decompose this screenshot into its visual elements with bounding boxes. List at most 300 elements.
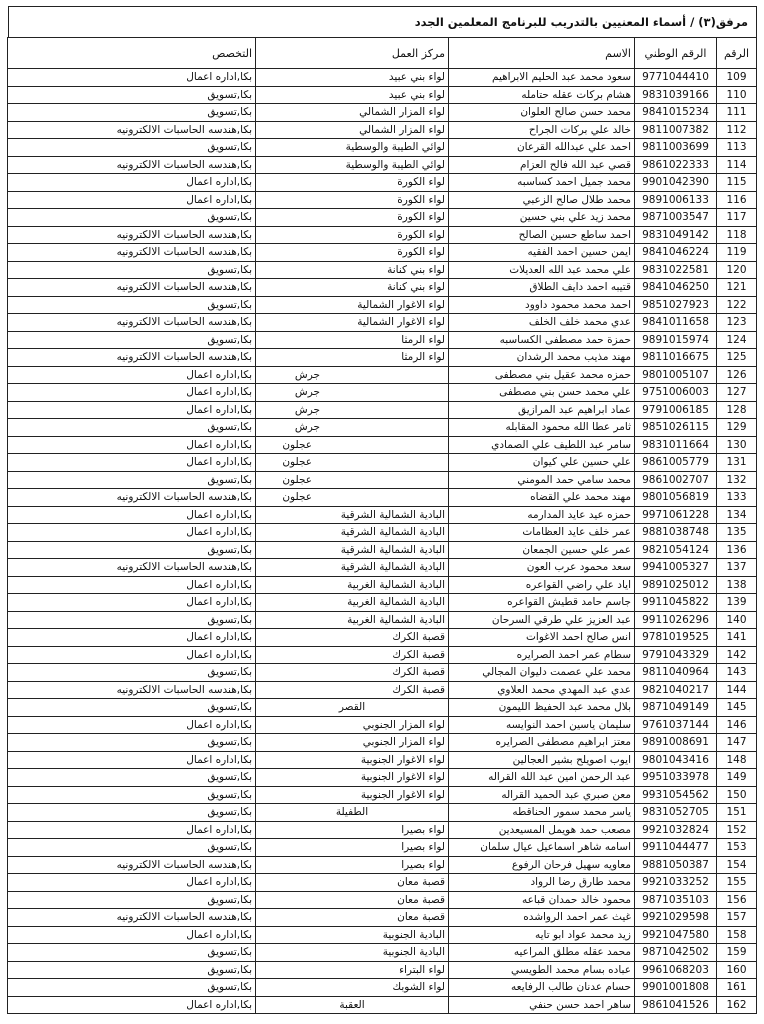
row-number: 138	[717, 576, 757, 594]
specialization: بكا,اداره اعمال	[8, 874, 256, 892]
table-row	[8, 716, 757, 734]
row-number: 126	[717, 366, 757, 384]
workplace: جرش	[256, 401, 449, 419]
trainee-name: حمزة حمد مصطفى الكساسبه	[449, 331, 635, 349]
row-number: 151	[717, 804, 757, 822]
specialization: بكا,تسويق	[8, 944, 256, 962]
table-row	[8, 191, 757, 209]
national-id: 9811016675	[635, 349, 717, 367]
table-row	[8, 86, 757, 104]
table-row	[8, 209, 757, 227]
specialization: بكا,اداره اعمال	[8, 646, 256, 664]
specialization: بكا,اداره اعمال	[8, 716, 256, 734]
national-id: 9901042390	[635, 174, 717, 192]
row-number: 132	[717, 471, 757, 489]
national-id: 9841046224	[635, 244, 717, 262]
national-id: 9831022581	[635, 261, 717, 279]
specialization: بكا,تسويق	[8, 961, 256, 979]
workplace: لواء الاغوار الشمالية	[256, 296, 449, 314]
workplace: لوائي الطيبة والوسطية	[256, 156, 449, 174]
workplace: لواء بني عبيد	[256, 69, 449, 87]
national-id: 9781019525	[635, 629, 717, 647]
specialization: بكا,تسويق	[8, 261, 256, 279]
table-row	[8, 541, 757, 559]
national-id: 9821040217	[635, 681, 717, 699]
table-row	[8, 121, 757, 139]
specialization: بكا,تسويق	[8, 611, 256, 629]
table-row	[8, 769, 757, 787]
table-row	[8, 174, 757, 192]
specialization: بكا,تسويق	[8, 139, 256, 157]
table-row	[8, 244, 757, 262]
trainees-table	[7, 37, 757, 1014]
workplace: لواء الاغوار الجنوبية	[256, 751, 449, 769]
specialization: بكا,اداره اعمال	[8, 191, 256, 209]
table-row	[8, 874, 757, 892]
specialization: بكا,تسويق	[8, 296, 256, 314]
table-row	[8, 139, 757, 157]
national-id: 9831011664	[635, 436, 717, 454]
table-row	[8, 454, 757, 472]
workplace: لواء الكورة	[256, 226, 449, 244]
national-id: 9831049142	[635, 226, 717, 244]
specialization: بكا,تسويق	[8, 471, 256, 489]
row-number: 150	[717, 786, 757, 804]
trainee-name: ساهر احمد حسن حنفي	[449, 996, 635, 1014]
workplace: البادية الجنوبية	[256, 926, 449, 944]
row-number: 109	[717, 69, 757, 87]
row-number: 152	[717, 821, 757, 839]
table-row	[8, 944, 757, 962]
row-number: 127	[717, 384, 757, 402]
column-header-national-id: الرقم الوطني	[635, 38, 717, 69]
row-number: 154	[717, 856, 757, 874]
national-id: 9961068203	[635, 961, 717, 979]
workplace: لواء بني كنانة	[256, 279, 449, 297]
trainee-name: سعود محمد عبد الحليم الابراهيم	[449, 69, 635, 87]
row-number: 119	[717, 244, 757, 262]
national-id: 9911044477	[635, 839, 717, 857]
national-id: 9861022333	[635, 156, 717, 174]
table-row	[8, 856, 757, 874]
trainee-name: سامر عبد اللطيف علي الصمادي	[449, 436, 635, 454]
workplace: لواء المزار الجنوبي	[256, 716, 449, 734]
table-row	[8, 646, 757, 664]
trainee-name: سطام عمر احمد الصرايره	[449, 646, 635, 664]
row-number: 158	[717, 926, 757, 944]
table-row	[8, 471, 757, 489]
specialization: بكا,هندسه الحاسبات الالكترونيه	[8, 244, 256, 262]
trainee-name: محمد زيد علي بني حسين	[449, 209, 635, 227]
table-row	[8, 664, 757, 682]
specialization: بكا,تسويق	[8, 839, 256, 857]
table-row	[8, 279, 757, 297]
specialization: بكا,هندسه الحاسبات الالكترونيه	[8, 489, 256, 507]
trainee-name: محمد سامي حمد المومني	[449, 471, 635, 489]
workplace: جرش	[256, 384, 449, 402]
trainee-name: قتيبه احمد دايف الطلاق	[449, 279, 635, 297]
table-row	[8, 979, 757, 997]
trainee-name: عدي عبد المهدي محمد العلاوي	[449, 681, 635, 699]
national-id: 9801005107	[635, 366, 717, 384]
national-id: 9881050387	[635, 856, 717, 874]
trainee-name: عمر علي حسين الجمعان	[449, 541, 635, 559]
specialization: بكا,اداره اعمال	[8, 174, 256, 192]
trainee-name: اياد علي راضي القواعره	[449, 576, 635, 594]
trainee-name: جاسم حامد قطيش القواعره	[449, 594, 635, 612]
column-header-number: الرقم	[717, 38, 757, 69]
workplace: لواء الرمثا	[256, 331, 449, 349]
specialization: بكا,اداره اعمال	[8, 454, 256, 472]
trainee-name: ياسر محمد سمور الحناقطه	[449, 804, 635, 822]
trainee-name: ايوب اصويلح بشير العجالين	[449, 751, 635, 769]
specialization: بكا,تسويق	[8, 419, 256, 437]
row-number: 124	[717, 331, 757, 349]
specialization: بكا,هندسه الحاسبات الالكترونيه	[8, 314, 256, 332]
trainee-name: عبد العزيز علي طرقي السرحان	[449, 611, 635, 629]
row-number: 162	[717, 996, 757, 1014]
row-number: 131	[717, 454, 757, 472]
table-row	[8, 226, 757, 244]
column-header-specialization: التخصص	[8, 38, 256, 69]
trainee-name: ثامر عطا الله محمود المقابله	[449, 419, 635, 437]
national-id: 9791006185	[635, 401, 717, 419]
table-row	[8, 296, 757, 314]
row-number: 117	[717, 209, 757, 227]
specialization: بكا,اداره اعمال	[8, 366, 256, 384]
trainee-name: انس صالح احمد الاغوات	[449, 629, 635, 647]
table-row	[8, 576, 757, 594]
national-id: 9851027923	[635, 296, 717, 314]
row-number: 118	[717, 226, 757, 244]
trainee-name: علي محمد عبد الله العديلات	[449, 261, 635, 279]
specialization: بكا,تسويق	[8, 209, 256, 227]
workplace: عجلون	[256, 436, 449, 454]
trainee-name: حمزه محمد عقيل بني مصطفى	[449, 366, 635, 384]
trainee-name: محمد طلال صالح الزعبي	[449, 191, 635, 209]
specialization: بكا,تسويق	[8, 699, 256, 717]
workplace: لواء الشوبك	[256, 979, 449, 997]
document-title: مرفق(٣) / أسماء المعنيين بالتدريب للبرنامج المعلمين الجدد	[8, 6, 757, 37]
national-id: 9891006133	[635, 191, 717, 209]
table-header-row	[8, 38, 757, 69]
workplace: قصبة الكرك	[256, 681, 449, 699]
specialization: بكا,اداره اعمال	[8, 69, 256, 87]
workplace: قصبة الكرك	[256, 629, 449, 647]
row-number: 159	[717, 944, 757, 962]
row-number: 157	[717, 909, 757, 927]
workplace: القصر	[256, 699, 449, 717]
specialization: بكا,هندسه الحاسبات الالكترونيه	[8, 559, 256, 577]
trainee-name: عماد ابراهيم عبد المرازيق	[449, 401, 635, 419]
specialization: بكا,تسويق	[8, 664, 256, 682]
column-header-name: الاسم	[449, 38, 635, 69]
national-id: 9791043329	[635, 646, 717, 664]
row-number: 140	[717, 611, 757, 629]
national-id: 9811040964	[635, 664, 717, 682]
national-id: 9921032824	[635, 821, 717, 839]
workplace: لواء بصيرا	[256, 839, 449, 857]
table-row	[8, 839, 757, 857]
national-id: 9901001808	[635, 979, 717, 997]
national-id: 9861041526	[635, 996, 717, 1014]
national-id: 9971061228	[635, 506, 717, 524]
table-row	[8, 926, 757, 944]
national-id: 9921029598	[635, 909, 717, 927]
specialization: بكا,اداره اعمال	[8, 401, 256, 419]
row-number: 142	[717, 646, 757, 664]
specialization: بكا,اداره اعمال	[8, 821, 256, 839]
table-row	[8, 419, 757, 437]
row-number: 146	[717, 716, 757, 734]
row-number: 123	[717, 314, 757, 332]
specialization: بكا,اداره اعمال	[8, 926, 256, 944]
trainee-name: قصي عبد الله فالح العزام	[449, 156, 635, 174]
national-id: 9841046250	[635, 279, 717, 297]
row-number: 161	[717, 979, 757, 997]
column-header-workplace: مركز العمل	[256, 38, 449, 69]
national-id: 9831039166	[635, 86, 717, 104]
workplace: لواء الكورة	[256, 244, 449, 262]
table-row	[8, 331, 757, 349]
workplace: البادية الجنوبية	[256, 944, 449, 962]
row-number: 137	[717, 559, 757, 577]
workplace: لواء المزار الجنوبي	[256, 734, 449, 752]
specialization: بكا,تسويق	[8, 541, 256, 559]
table-row	[8, 401, 757, 419]
workplace: جرش	[256, 366, 449, 384]
specialization: بكا,اداره اعمال	[8, 996, 256, 1014]
workplace: لوائي الطيبة والوسطية	[256, 139, 449, 157]
row-number: 156	[717, 891, 757, 909]
trainee-name: مصعب حمد هويمل المسيعدين	[449, 821, 635, 839]
national-id: 9861005779	[635, 454, 717, 472]
table-row	[8, 909, 757, 927]
trainee-name: زيد محمد عواد ابو تايه	[449, 926, 635, 944]
trainee-name: علي حسين علي كيوان	[449, 454, 635, 472]
row-number: 113	[717, 139, 757, 157]
document-sheet	[8, 6, 757, 1014]
trainee-name: عمر خلف عايد العظامات	[449, 524, 635, 542]
national-id: 9921047580	[635, 926, 717, 944]
specialization: بكا,تسويق	[8, 786, 256, 804]
row-number: 135	[717, 524, 757, 542]
trainee-name: مهند محمد علي القضاه	[449, 489, 635, 507]
workplace: عجلون	[256, 489, 449, 507]
row-number: 148	[717, 751, 757, 769]
workplace: لواء الاغوار الجنوبية	[256, 786, 449, 804]
specialization: بكا,اداره اعمال	[8, 576, 256, 594]
national-id: 9821054124	[635, 541, 717, 559]
specialization: بكا,هندسه الحاسبات الالكترونيه	[8, 349, 256, 367]
national-id: 9911026296	[635, 611, 717, 629]
row-number: 120	[717, 261, 757, 279]
row-number: 129	[717, 419, 757, 437]
table-row	[8, 69, 757, 87]
row-number: 115	[717, 174, 757, 192]
table-row	[8, 821, 757, 839]
workplace: عجلون	[256, 454, 449, 472]
row-number: 116	[717, 191, 757, 209]
specialization: بكا,اداره اعمال	[8, 506, 256, 524]
table-row	[8, 506, 757, 524]
national-id: 9951033978	[635, 769, 717, 787]
table-row	[8, 681, 757, 699]
row-number: 139	[717, 594, 757, 612]
trainee-name: هشام بركات عقله حتامله	[449, 86, 635, 104]
row-number: 134	[717, 506, 757, 524]
workplace: قصبة معان	[256, 874, 449, 892]
national-id: 9841011658	[635, 314, 717, 332]
national-id: 9881038748	[635, 524, 717, 542]
national-id: 9801043416	[635, 751, 717, 769]
table-row	[8, 804, 757, 822]
row-number: 133	[717, 489, 757, 507]
table-row	[8, 261, 757, 279]
trainee-name: سليمان ياسين احمد النوايسه	[449, 716, 635, 734]
specialization: بكا,هندسه الحاسبات الالكترونيه	[8, 681, 256, 699]
table-row	[8, 436, 757, 454]
table-row	[8, 751, 757, 769]
workplace: لواء بصيرا	[256, 821, 449, 839]
table-row	[8, 786, 757, 804]
trainee-name: سعد محمود عرب العون	[449, 559, 635, 577]
table-row	[8, 384, 757, 402]
table-row	[8, 699, 757, 717]
table-row	[8, 104, 757, 122]
specialization: بكا,هندسه الحاسبات الالكترونيه	[8, 156, 256, 174]
trainee-name: ايمن حسين احمد الفقيه	[449, 244, 635, 262]
trainee-name: مهند مذيب محمد الرشدان	[449, 349, 635, 367]
row-number: 153	[717, 839, 757, 857]
workplace: لواء البتراء	[256, 961, 449, 979]
table-row	[8, 156, 757, 174]
national-id: 9751006003	[635, 384, 717, 402]
trainee-name: حسام عدنان طالب الرفايعه	[449, 979, 635, 997]
national-id: 9871042502	[635, 944, 717, 962]
national-id: 9891025012	[635, 576, 717, 594]
workplace: البادية الشمالية الغربية	[256, 594, 449, 612]
row-number: 143	[717, 664, 757, 682]
specialization: بكا,هندسه الحاسبات الالكترونيه	[8, 856, 256, 874]
workplace: لواء بني كنانة	[256, 261, 449, 279]
table-row	[8, 961, 757, 979]
trainee-name: خالد علي بركات الجراح	[449, 121, 635, 139]
national-id: 9771044410	[635, 69, 717, 87]
row-number: 114	[717, 156, 757, 174]
workplace: قصبة الكرك	[256, 664, 449, 682]
workplace: البادية الشمالية الشرقية	[256, 506, 449, 524]
national-id: 9941005327	[635, 559, 717, 577]
national-id: 9811007382	[635, 121, 717, 139]
specialization: بكا,تسويق	[8, 891, 256, 909]
table-row	[8, 594, 757, 612]
trainee-name: احمد علي عبدالله القرعان	[449, 139, 635, 157]
specialization: بكا,تسويق	[8, 979, 256, 997]
row-number: 145	[717, 699, 757, 717]
specialization: بكا,تسويق	[8, 86, 256, 104]
workplace: جرش	[256, 419, 449, 437]
table-row	[8, 314, 757, 332]
trainee-name: احمد ساطع حسين الصالح	[449, 226, 635, 244]
specialization: بكا,اداره اعمال	[8, 629, 256, 647]
workplace: لواء الاغوار الشمالية	[256, 314, 449, 332]
row-number: 149	[717, 769, 757, 787]
workplace: لواء بني عبيد	[256, 86, 449, 104]
table-row	[8, 349, 757, 367]
specialization: بكا,هندسه الحاسبات الالكترونيه	[8, 226, 256, 244]
workplace: لواء المزار الشمالي	[256, 121, 449, 139]
row-number: 121	[717, 279, 757, 297]
row-number: 111	[717, 104, 757, 122]
workplace: عجلون	[256, 471, 449, 489]
national-id: 9801056819	[635, 489, 717, 507]
trainee-name: محمد طارق رضا الرواد	[449, 874, 635, 892]
national-id: 9831052705	[635, 804, 717, 822]
specialization: بكا,هندسه الحاسبات الالكترونيه	[8, 909, 256, 927]
specialization: بكا,اداره اعمال	[8, 384, 256, 402]
trainee-name: معتز ابراهيم مصطفى الصرايره	[449, 734, 635, 752]
national-id: 9891015974	[635, 331, 717, 349]
national-id: 9871035103	[635, 891, 717, 909]
row-number: 128	[717, 401, 757, 419]
trainee-name: معن صبري عبد الحميد القراله	[449, 786, 635, 804]
trainee-name: محمود خالد حمدان قباعه	[449, 891, 635, 909]
national-id: 9761037144	[635, 716, 717, 734]
workplace: الطفيلة	[256, 804, 449, 822]
national-id: 9891008691	[635, 734, 717, 752]
table-row	[8, 559, 757, 577]
national-id: 9921033252	[635, 874, 717, 892]
national-id: 9871003547	[635, 209, 717, 227]
specialization: بكا,تسويق	[8, 104, 256, 122]
workplace: البادية الشمالية الغربية	[256, 576, 449, 594]
row-number: 130	[717, 436, 757, 454]
trainee-name: محمد عقله مطلق المراعيه	[449, 944, 635, 962]
trainee-name: علي محمد حسن بني مصطفى	[449, 384, 635, 402]
table-row	[8, 366, 757, 384]
workplace: لواء الكورة	[256, 174, 449, 192]
workplace: البادية الشمالية الشرقية	[256, 559, 449, 577]
row-number: 160	[717, 961, 757, 979]
table-row	[8, 611, 757, 629]
trainee-name: عباده بسام محمد الطويسي	[449, 961, 635, 979]
workplace: العقبة	[256, 996, 449, 1014]
workplace: لواء الكورة	[256, 191, 449, 209]
trainee-name: معاويه سهيل فرحان الرفوع	[449, 856, 635, 874]
row-number: 144	[717, 681, 757, 699]
national-id: 9811003699	[635, 139, 717, 157]
specialization: بكا,تسويق	[8, 331, 256, 349]
table-row	[8, 489, 757, 507]
workplace: قصبة الكرك	[256, 646, 449, 664]
trainee-name: محمد جميل احمد كساسبه	[449, 174, 635, 192]
specialization: بكا,اداره اعمال	[8, 436, 256, 454]
row-number: 125	[717, 349, 757, 367]
national-id: 9931054562	[635, 786, 717, 804]
trainee-name: محمد حسن صالح العلوان	[449, 104, 635, 122]
specialization: بكا,هندسه الحاسبات الالكترونيه	[8, 279, 256, 297]
specialization: بكا,تسويق	[8, 734, 256, 752]
workplace: لواء الكورة	[256, 209, 449, 227]
trainee-name: عدي محمد خلف الخلف	[449, 314, 635, 332]
trainee-name: غيث عمر احمد الرواشده	[449, 909, 635, 927]
national-id: 9871049149	[635, 699, 717, 717]
table-row	[8, 524, 757, 542]
row-number: 147	[717, 734, 757, 752]
specialization: بكا,تسويق	[8, 804, 256, 822]
workplace: لواء الرمثا	[256, 349, 449, 367]
